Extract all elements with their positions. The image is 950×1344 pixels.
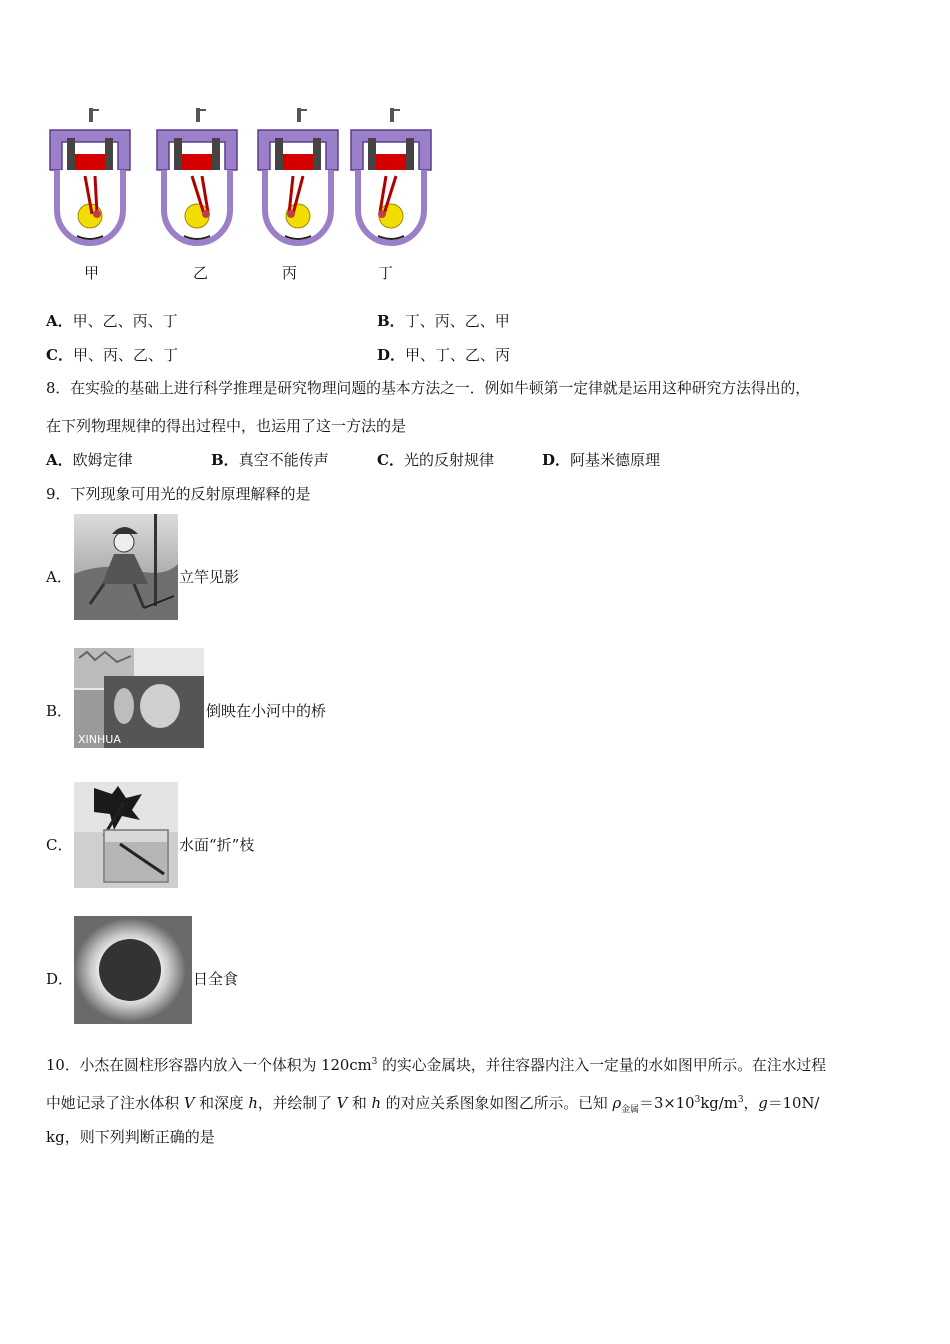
q9-option-d-letter[interactable]: D． bbox=[46, 970, 74, 988]
engine-diagram-3 bbox=[253, 108, 343, 253]
q9-option-c-letter[interactable]: C． bbox=[46, 836, 73, 854]
q9-option-a-text: 立竿见影 bbox=[179, 568, 240, 586]
q8-option-d[interactable]: D．阿基米德原理 bbox=[542, 451, 661, 469]
engine-label-4: 丁 bbox=[378, 264, 394, 282]
q9-option-d-text: 日全食 bbox=[193, 970, 239, 988]
solar-eclipse-photo bbox=[74, 916, 192, 1024]
q9-option-a-letter[interactable]: A． bbox=[46, 568, 72, 586]
engine-label-3: 丙 bbox=[282, 264, 298, 282]
q10-stem-line3: kg，则下列判断正确的是 bbox=[46, 1128, 215, 1146]
q8-option-a[interactable]: A．欧姆定律 bbox=[46, 451, 133, 469]
bent-branch-photo bbox=[74, 782, 178, 888]
q7-option-b[interactable]: B．丁、丙、乙、甲 bbox=[377, 312, 510, 330]
q8-stem-line2: 在下列物理规律的得出过程中，也运用了这一方法的是 bbox=[46, 417, 407, 435]
watermark-text: XINHUA bbox=[78, 733, 121, 746]
q9-option-c-text: 水面“折”枝 bbox=[179, 836, 255, 854]
q7-option-a[interactable]: A．甲、乙、丙、丁 bbox=[46, 312, 178, 330]
q9-option-b-letter[interactable]: B． bbox=[46, 702, 73, 720]
q10-stem-line2: 中她记录了注水体积 V 和深度 h，并绘制了 V 和 h 的对应关系图象如图乙所示。已知 $\rho_{金属}=3\times 10^3kg/m^3$，g＝10N/ bbox=[46, 1094, 820, 1115]
q9-option-b-text: 倒映在小河中的桥 bbox=[206, 702, 327, 720]
q9-stem: 9．下列现象可用光的反射原理解释的是 bbox=[46, 485, 311, 503]
engine-label-1: 甲 bbox=[84, 264, 100, 282]
q8-option-b[interactable]: B．真空不能传声 bbox=[211, 451, 329, 469]
q7-option-d[interactable]: D．甲、丁、乙、丙 bbox=[377, 346, 511, 364]
q10-stem-line1: 10．小杰在圆柱形容器内放入一个体积为 $120cm^3$ 的实心金属块，并往容器内注入一定量的水如图甲所示。在注水过程 bbox=[46, 1056, 827, 1074]
bridge-reflection-photo bbox=[74, 648, 204, 748]
engine-diagram-4 bbox=[346, 108, 436, 253]
engine-diagram-2 bbox=[152, 108, 242, 253]
engine-diagram-1 bbox=[45, 108, 135, 253]
q7-option-c[interactable]: C．甲、丙、乙、丁 bbox=[46, 346, 178, 364]
shadow-photo bbox=[74, 514, 178, 620]
q8-option-c[interactable]: C．光的反射规律 bbox=[377, 451, 494, 469]
q8-stem-line1: 8．在实验的基础上进行科学推理是研究物理问题的基本方法之一．例如牛顿第一定律就是运用这种研究方法得出的， bbox=[46, 380, 811, 397]
engine-label-2: 乙 bbox=[193, 264, 209, 282]
